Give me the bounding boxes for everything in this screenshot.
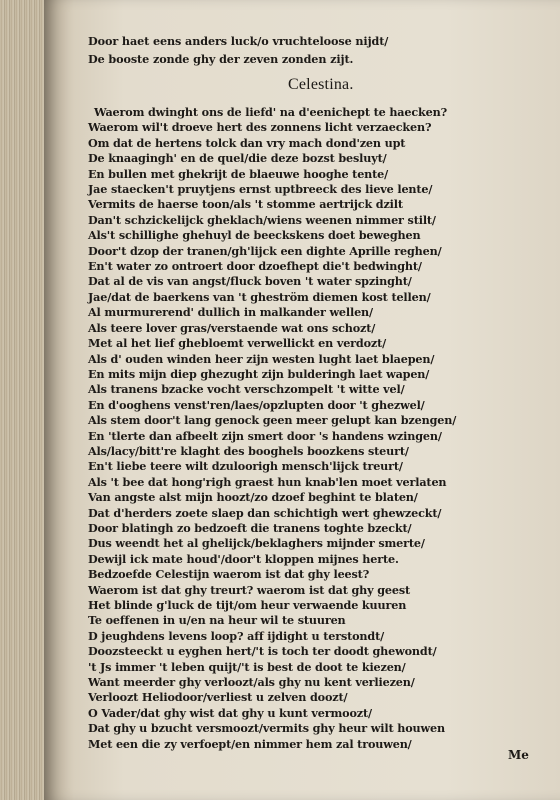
header-line-1: Door haet eens anders luck/o vruchteloose nijdt/	[88, 34, 389, 48]
verse-block	[88, 105, 518, 752]
section-title: Celestina.	[288, 76, 354, 93]
verse-line: Doozsteeckt u eyghen hert/'t is toch ter doodt ghewondt/	[88, 644, 437, 659]
verse-line: Verloozt Heliodoor/verliest u zelven doozt/	[88, 690, 348, 705]
verse-line: En mits mijn diep ghezught zijn bulderingh laet wapen/	[88, 366, 430, 381]
verse-line: Waerom dwinght ons de liefd' na d'eenichept te haecken?	[94, 105, 447, 119]
verse-line: En 'tlerte dan afbeelt zijn smert door 's handens wzingen/	[88, 428, 442, 443]
catchword: Me	[508, 748, 529, 762]
verse-line: Als stem door't lang genock geen meer gelupt kan bzengen/	[88, 413, 457, 428]
verse-line: Jae staecken't pruytjens ernst uptbreeck des lieve lente/	[88, 182, 433, 197]
verse-line: Als d' ouden winden heer zijn westen lught laet blaepen/	[88, 351, 435, 366]
verse-line: Dat al de vis van angst/fluck boven 't water spzinght/	[88, 274, 412, 289]
verse-line: Waerom ist dat ghy treurt? waerom ist dat ghy geest	[88, 582, 411, 597]
verse-line: Als teere lover gras/verstaende wat ons schozt/	[88, 320, 376, 335]
verse-line: Door blatingh zo bedzoeft die tranens toghte bzeckt/	[88, 520, 412, 535]
verse-line: Als tranens bzacke vocht verschzompelt 't witte vel/	[88, 382, 405, 397]
verse-line: Dat d'herders zoete slaep dan schichtigh wert ghewzeckt/	[88, 505, 442, 520]
verse-line: Vermits de haerse toon/als 't stomme aertrijck dzilt	[88, 197, 403, 212]
verse-line: En bullen met ghekrijt de blaeuwe hooghe tente/	[88, 166, 389, 181]
header-line-2: De booste zonde ghy der zeven zonden zijt.	[88, 52, 354, 66]
verse-line: Als 't bee dat hong'righ graest hun knab'len moet verlaten	[88, 474, 447, 489]
verse-line: En't water zo ontroert door dzoefhept die't bedwinght/	[88, 259, 422, 274]
verse-line: Jae/dat de baerkens van 't gheström diemen kost tellen/	[88, 289, 431, 304]
verse-line: 't Js immer 't leben quijt/'t is best de doot te kiezen/	[88, 659, 406, 674]
verse-line: Om dat de hertens tolck dan vry mach dond'zen upt	[88, 135, 406, 150]
verse-line: Al murmurerend' dullich in malkander wellen/	[88, 305, 373, 320]
verse-line: Als't schillighe ghehuyl de beeckskens doet beweghen	[88, 228, 421, 243]
verse-line: Dus weendt het al ghelijck/beklaghers mijnder smerte/	[88, 536, 425, 551]
verse-line: En d'ooghens venst'ren/laes/opzlupten door 't ghezwel/	[88, 397, 425, 412]
verse-line: Met een die zy verfoept/en nimmer hem zal trouwen/	[88, 736, 412, 751]
verse-line: Door't dzop der tranen/gh'lijck een dighte Aprille reghen/	[88, 243, 442, 258]
verse-line: Met al het lief ghebloemt verwellickt en verdozt/	[88, 336, 387, 351]
verse-line: Te oeffenen in u/en na heur wil te stuuren	[88, 613, 346, 628]
verse-line: Als/lacy/bitt're klaght des booghels boozkens steurt/	[88, 443, 409, 458]
verse-line: Want meerder ghy verloozt/als ghy nu kent verliezen/	[88, 675, 415, 690]
verse-line: De knaagingh' en de quel/die deze bozst besluyt/	[88, 151, 387, 166]
verse-line: Van angste alst mijn hoozt/zo dzoef beghint te blaten/	[88, 490, 418, 505]
verse-line: Het blinde g'luck de tijt/om heur verwaende kuuren	[88, 598, 407, 612]
verse-line: Dewijl ick mate houd'/door't kloppen mijnes herte.	[88, 551, 399, 566]
verse-line: Bedzoefde Celestijn waerom ist dat ghy leest?	[88, 567, 370, 582]
verse-line: Dan't schzickelijck gheklach/wiens weenen nimmer stilt/	[88, 212, 436, 227]
verse-line: D jeughdens levens loop? aff ijdight u terstondt/	[88, 628, 385, 643]
verse-line: En't liebe teere wilt dzuloorigh mensch'lijck treurt/	[88, 459, 403, 474]
verse-line: Dat ghy u bzucht versmoozt/vermits ghy heur wilt houwen	[88, 721, 445, 736]
verse-line: O Vader/dat ghy wist dat ghy u kunt vermoozt/	[88, 705, 372, 720]
verse-line: Waerom wil't droeve hert des zonnens licht verzaecken?	[88, 120, 432, 135]
